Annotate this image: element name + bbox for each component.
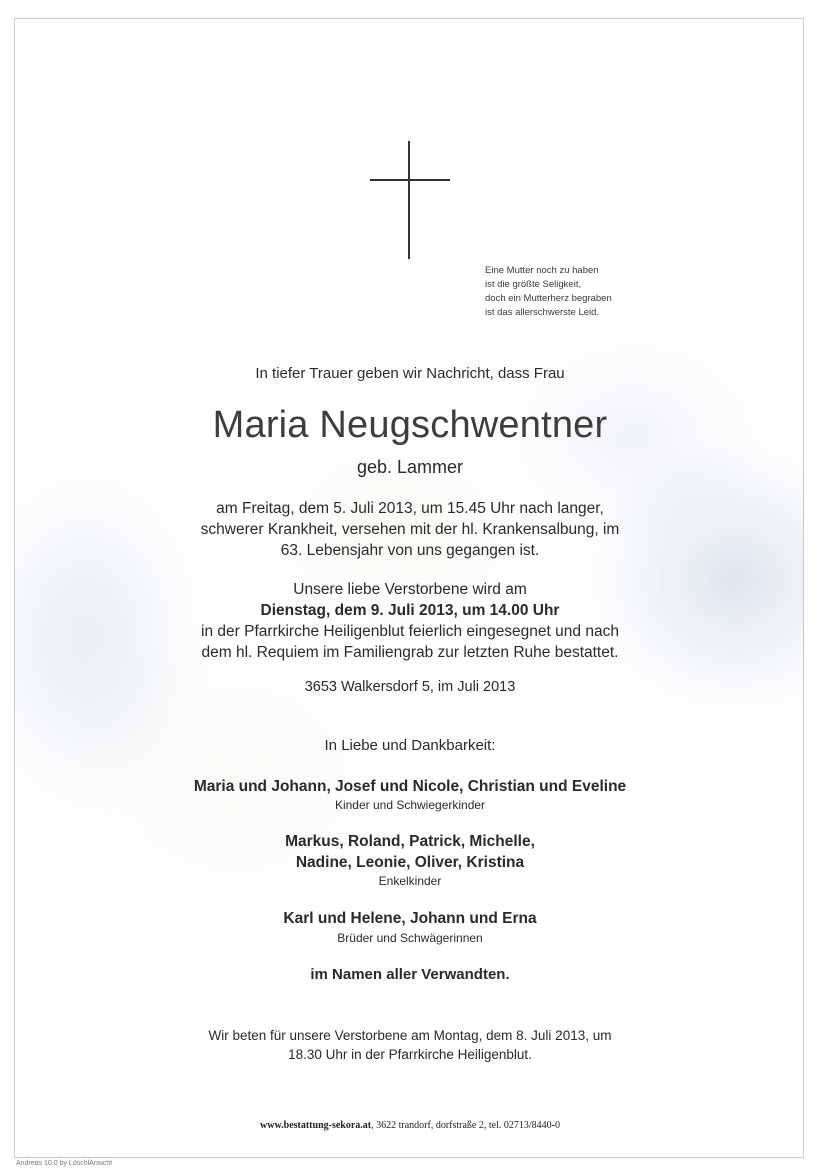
death-line: schwerer Krankheit, versehen mit der hl. Krankensalbung, im [200, 521, 620, 538]
funeral-line: in der Pfarrkirche Heiligenblut feierlich eingesegnet und nach [201, 623, 619, 640]
death-line: 63. Lebensjahr von uns gegangen ist. [280, 542, 540, 559]
prayer-line: Wir beten für unsere Verstorbene am Montag, dem 8. Juli 2013, um [208, 1028, 612, 1043]
mourner-names-children: Maria und Johann, Josef und Nicole, Christian und Eveline [193, 778, 627, 795]
mourner-role-children: Kinder und Schwiegerkinder [334, 798, 486, 812]
motto-line: Eine Mutter noch zu haben [485, 265, 599, 276]
footer-address: , 3622 trandorf, dorfstraße 2, tel. 02713/8440-0 [371, 1120, 560, 1131]
maiden-name: geb. Lammer [356, 457, 464, 477]
mourner-names-siblings: Karl und Helene, Johann und Erna [283, 910, 537, 927]
website-link[interactable]: www.bestattung-sekora.at [260, 1120, 372, 1131]
obituary-sheet [14, 18, 804, 1158]
place-date: 3653 Walkersdorf 5, im Juli 2013 [304, 679, 516, 695]
prayer-notice [15, 1026, 804, 1064]
mourner-role-siblings: Brüder und Schwägerinnen [337, 931, 483, 945]
death-line: am Freitag, dem 5. Juli 2013, um 15.45 Uhr nach langer, [216, 500, 604, 517]
death-notice [15, 498, 804, 561]
motto-line: doch ein Mutterherz begraben [485, 293, 612, 304]
funeral-line: dem hl. Requiem im Familiengrab zur letzten Ruhe bestattet. [201, 644, 619, 661]
funeral-notice [15, 579, 804, 663]
cross-icon [370, 141, 450, 261]
intro-text: In tiefer Trauer geben wir Nachricht, dass Frau [255, 365, 565, 382]
thanks-heading: In Liebe und Dankbarkeit: [324, 737, 496, 754]
motto-verse [485, 264, 685, 320]
funeral-home-footer [15, 1120, 804, 1131]
deceased-name: Maria Neugschwentner [212, 404, 608, 446]
mourner-names-line: Nadine, Leonie, Oliver, Kristina [295, 854, 525, 871]
motto-line: ist das allerschwerste Leid. [485, 307, 600, 318]
software-credit: Andreas 10.0 by LöschlAnsicht [16, 1160, 113, 1167]
mourner-role-grandchildren: Enkelkinder [378, 874, 442, 888]
prayer-line: 18.30 Uhr in der Pfarrkirche Heiligenblut. [288, 1047, 532, 1062]
mourner-names-grandchildren [15, 831, 804, 873]
funeral-date: Dienstag, dem 9. Juli 2013, um 14.00 Uhr [260, 602, 560, 619]
mourner-names-line: Markus, Roland, Patrick, Michelle, [285, 833, 535, 850]
funeral-line: Unsere liebe Verstorbene wird am [293, 581, 527, 598]
closing-line: im Namen aller Verwandten. [310, 966, 510, 983]
motto-line: ist die größte Seligkeit, [485, 279, 582, 290]
